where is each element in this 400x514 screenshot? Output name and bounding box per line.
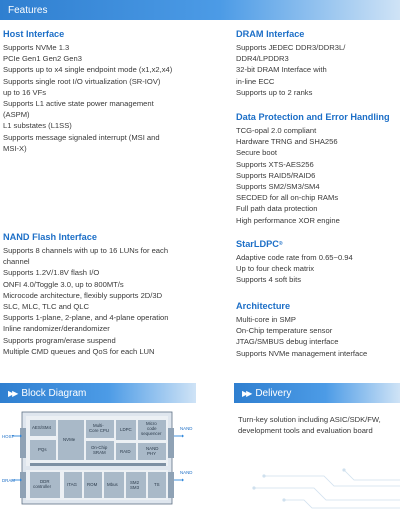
host-interface-section (3, 28, 172, 154)
nand-port-bottom (168, 472, 174, 498)
nand-interface-section (3, 231, 169, 357)
registered-mark: ® (278, 241, 283, 247)
micro-code-label-1: Micro (146, 421, 157, 426)
nand-port-top (168, 428, 174, 458)
list-item: Supports NVMe management interface (236, 348, 368, 358)
host-interface-title: Host Interface (3, 29, 65, 39)
list-item: Microcode architecture, flexibly supports 2D/3D (3, 290, 163, 300)
list-item: Multiple CMD queues and QoS for each LUN (3, 346, 155, 356)
dram-interface-title: DRAM Interface (236, 29, 305, 39)
sm2-sm3-label-1: SM2 (130, 480, 140, 485)
dram-port (20, 472, 26, 498)
list-item: Supports L1 active state power management (3, 99, 154, 109)
list-item: ONFI 4.0/Toggle 3.0, up to 800MT/s (3, 279, 124, 289)
list-item: On-Chip temperature sensor (236, 326, 333, 336)
nand-label-bottom: NAND (180, 470, 193, 475)
block-diagram-graphic (0, 408, 196, 508)
host-label: HOST (2, 434, 15, 439)
ldpc-label: LDPC (120, 427, 132, 432)
list-item: SLC, MLC, TLC and QLC (3, 302, 89, 312)
list-item: Supports SM2/SM3/SM4 (236, 182, 320, 192)
data-protection-title: Data Protection and Error Handling (236, 112, 390, 122)
list-item: (ASPM) (3, 110, 30, 120)
nand-interface-title: NAND Flash Interface (3, 232, 97, 242)
list-item: development tools and evaluation board (238, 426, 373, 436)
on-chip-sram-label-1: On-Chip (91, 445, 108, 450)
host-interface-list (3, 42, 172, 154)
list-item: Supports single root I/O virtualization (SR-IOV) (3, 76, 161, 86)
nand-label-top: NAND (180, 426, 193, 431)
architecture-title: Architecture (236, 301, 291, 311)
list-item: Supports 8 channels with up to 16 LUNs for each (3, 246, 169, 255)
starldpc-title (236, 238, 353, 250)
starldpc-section (236, 238, 353, 286)
starldpc-title-text: StarLDPC (236, 239, 279, 249)
list-item: Inline randomizer/derandomizer (3, 324, 110, 334)
nand-phy-label-1: NAND (146, 446, 159, 451)
list-item: Supports program/erase suspend (3, 335, 116, 345)
list-item: Hardware TRNG and SHA256 (236, 137, 338, 147)
list-item: Adaptive code rate from 0.65~0.94 (236, 253, 353, 262)
on-chip-sram-label-2: SRAM (93, 450, 106, 455)
arrow-head-icon (182, 435, 184, 438)
list-item: SECDED for all on-chip RAMs (236, 193, 339, 203)
list-item: Supports RAID5/RAID6 (236, 170, 316, 180)
features-title: Features (8, 4, 48, 16)
system-bus (30, 463, 166, 466)
list-item: Supports XTS-AES256 (236, 159, 314, 169)
chevron-right-icon: ▶▶ (8, 388, 17, 398)
arrow-head-icon (182, 479, 184, 482)
multi-core-cpu-label-1: Multi- (93, 423, 104, 428)
list-item: Multi-core in SMP (236, 315, 296, 324)
circuit-decoration (234, 466, 400, 512)
list-item: up to 16 VFs (3, 87, 47, 97)
list-item: Secure boot (236, 148, 277, 158)
aes-sm4-label: AES/SM4 (32, 425, 52, 430)
list-item: Up to four check matrix (236, 264, 315, 274)
list-item: MSI-X) (3, 143, 27, 153)
dram-interface-section (236, 28, 345, 98)
list-item: DDR4/LPDDR3 (236, 54, 289, 64)
data-protection-section (236, 111, 390, 226)
ts-label: TS (154, 482, 160, 487)
block-diagram-title: Block Diagram (21, 387, 87, 399)
list-item: Supports JEDEC DDR3/DDR3L/ (236, 43, 346, 52)
pqs-label: PQs (38, 447, 47, 452)
list-item: Supports 1.2V/1.8V flash I/O (3, 268, 100, 278)
list-item: Supports 4 soft bits (236, 275, 302, 285)
ddr-controller-label-1: DDR (40, 479, 50, 484)
block-diagram (0, 408, 196, 508)
host-port (20, 428, 26, 458)
list-item: Full path data protection (236, 204, 318, 214)
list-item: in-line ECC (236, 76, 275, 86)
features-banner (0, 0, 400, 20)
list-item: Supports up to x4 single endpoint mode (x1,x2,x4) (3, 65, 173, 75)
delivery-banner (234, 383, 400, 403)
block-diagram-banner (0, 383, 196, 403)
list-item: 32-bit DRAM Interface with (236, 65, 327, 75)
ddr-controller-label-2: controller (33, 484, 52, 489)
raid-label: RAID (120, 449, 131, 454)
list-item: L1 substates (L1SS) (3, 121, 72, 131)
list-item: Turn-key solution including ASIC/SDK/FW, (238, 415, 381, 424)
list-item: Supports message signaled interrupt (MSI and (3, 132, 160, 142)
list-item: TCG-opal 2.0 compliant (236, 126, 317, 135)
mbus-label: Mbus (107, 482, 118, 487)
dram-label: DRAM (2, 478, 15, 483)
itag-label: ITAG (67, 482, 77, 487)
architecture-section (236, 300, 367, 359)
nand-phy-label-2: PHY (147, 451, 157, 456)
delivery-title: Delivery (255, 387, 292, 399)
delivery-description (238, 414, 396, 436)
list-item: channel (3, 257, 30, 267)
list-item: Supports up to 2 ranks (236, 87, 313, 97)
sm2-sm3-label-2: SM3 (130, 485, 140, 490)
list-item: PCIe Gen1 Gen2 Gen3 (3, 54, 82, 64)
micro-code-label-3: sequencer (141, 431, 162, 436)
list-item: High performance XOR engine (236, 215, 340, 225)
list-item: Supports NVMe 1.3 (3, 43, 70, 52)
multi-core-cpu-label-2: Core CPU (89, 428, 110, 433)
rom-label: ROM (87, 482, 98, 487)
list-item: Supports 1-plane, 2-plane, and 4-plane operation (3, 313, 169, 323)
nvme-label: NVMe (63, 437, 76, 442)
micro-code-label-2: code (147, 426, 157, 431)
chevron-right-icon: ▶▶ (242, 388, 251, 398)
list-item: JTAG/SMBUS debug interface (236, 337, 339, 347)
